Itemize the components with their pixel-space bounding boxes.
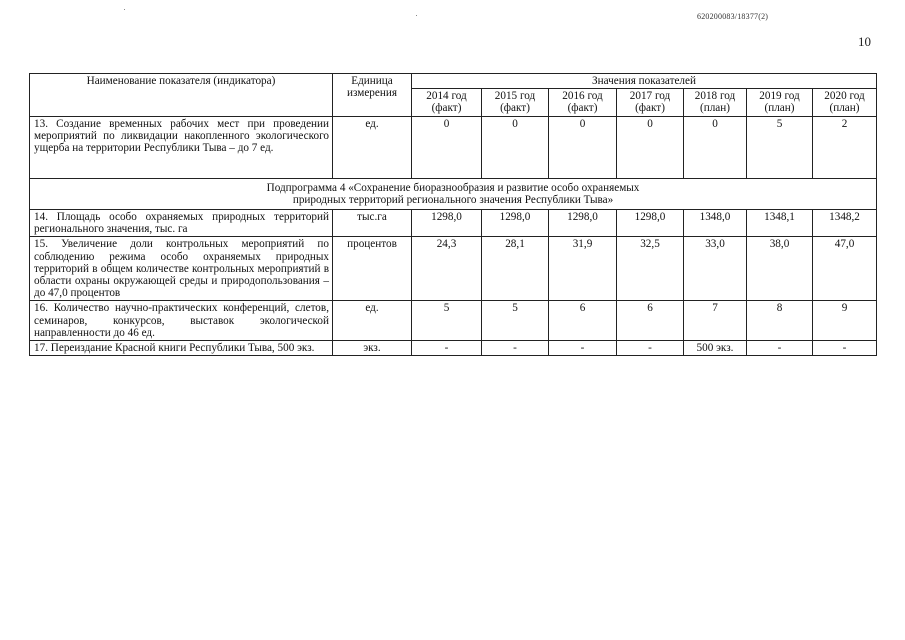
scan-speck — [124, 9, 125, 10]
document-id: 620200083/18377(2) — [697, 12, 769, 21]
value-cell: 0 — [617, 116, 684, 178]
value-cell: 9 — [813, 301, 877, 341]
value-cell: 1298,0 — [412, 210, 482, 237]
value-cell: - — [549, 341, 617, 356]
value-cell: 7 — [684, 301, 747, 341]
value-cell: 0 — [684, 116, 747, 178]
value-cell: - — [813, 341, 877, 356]
header-year: 2014 год (факт) — [412, 89, 482, 116]
value-cell: 0 — [549, 116, 617, 178]
table-row — [30, 116, 877, 178]
indicator-name: 14. Площадь особо охраняемых природных территорий регионального значения, тыс. га — [30, 210, 333, 237]
header-indicator-name: Наименование показателя (индикатора) — [30, 74, 333, 117]
value-cell: 1348,1 — [747, 210, 813, 237]
value-cell: 500 экз. — [684, 341, 747, 356]
value-cell: 47,0 — [813, 237, 877, 301]
indicator-unit: ед. — [333, 301, 412, 341]
header-year: 2015 год (факт) — [482, 89, 549, 116]
value-cell: 8 — [747, 301, 813, 341]
indicator-name: 15. Увеличение доли контрольных мероприятий по соблюдению режима особо охраняемых природных территорий в общем количестве контрольных мероприятий в области охраны окружающей среды и природопользования – до 47,0 процентов — [30, 237, 333, 301]
header-values: Значения показателей — [412, 74, 877, 89]
indicator-unit: процентов — [333, 237, 412, 301]
header-year: 2018 год (план) — [684, 89, 747, 116]
value-cell: 0 — [482, 116, 549, 178]
indicator-unit: экз. — [333, 341, 412, 356]
value-cell: 6 — [617, 301, 684, 341]
table-row — [30, 301, 877, 341]
value-cell: 5 — [412, 301, 482, 341]
value-cell: 1298,0 — [549, 210, 617, 237]
value-cell: - — [747, 341, 813, 356]
table-row — [30, 237, 877, 301]
value-cell: 38,0 — [747, 237, 813, 301]
value-cell: - — [617, 341, 684, 356]
header-year: 2016 год (факт) — [549, 89, 617, 116]
indicator-unit: тыс.га — [333, 210, 412, 237]
value-cell: 1298,0 — [617, 210, 684, 237]
indicators-table — [29, 73, 877, 356]
value-cell: 28,1 — [482, 237, 549, 301]
value-cell: 5 — [747, 116, 813, 178]
table-row — [30, 210, 877, 237]
scan-speck — [416, 15, 417, 16]
table-header-row — [30, 74, 877, 89]
value-cell: 24,3 — [412, 237, 482, 301]
indicator-unit: ед. — [333, 116, 412, 178]
header-year: 2017 год (факт) — [617, 89, 684, 116]
value-cell: 6 — [549, 301, 617, 341]
value-cell: 32,5 — [617, 237, 684, 301]
indicator-name: 16. Количество научно-практических конференций, слетов, семинаров, конкурсов, выставок экологической направленности до 46 ед. — [30, 301, 333, 341]
value-cell: 2 — [813, 116, 877, 178]
value-cell: - — [412, 341, 482, 356]
value-cell: 1348,0 — [684, 210, 747, 237]
subprogram-row — [30, 178, 877, 209]
value-cell: 5 — [482, 301, 549, 341]
indicator-name: 13. Создание временных рабочих мест при проведении мероприятий по ликвидации накопленного экологического ущерба на территории Республики Тыва – до 7 ед. — [30, 116, 333, 178]
value-cell: 1348,2 — [813, 210, 877, 237]
page-number: 10 — [858, 34, 871, 49]
subprogram-heading: Подпрограмма 4 «Сохранение биоразнообразия и развитие особо охраняемых природных территорий регионального значения Республики Тыва» — [30, 178, 877, 209]
value-cell: 0 — [412, 116, 482, 178]
value-cell: - — [482, 341, 549, 356]
header-unit: Единица измерения — [333, 74, 412, 117]
value-cell: 1298,0 — [482, 210, 549, 237]
value-cell: 33,0 — [684, 237, 747, 301]
value-cell: 31,9 — [549, 237, 617, 301]
indicator-name: 17. Переиздание Красной книги Республики Тыва, 500 экз. — [30, 341, 333, 356]
header-year: 2020 год (план) — [813, 89, 877, 116]
header-year: 2019 год (план) — [747, 89, 813, 116]
table-row — [30, 341, 877, 356]
